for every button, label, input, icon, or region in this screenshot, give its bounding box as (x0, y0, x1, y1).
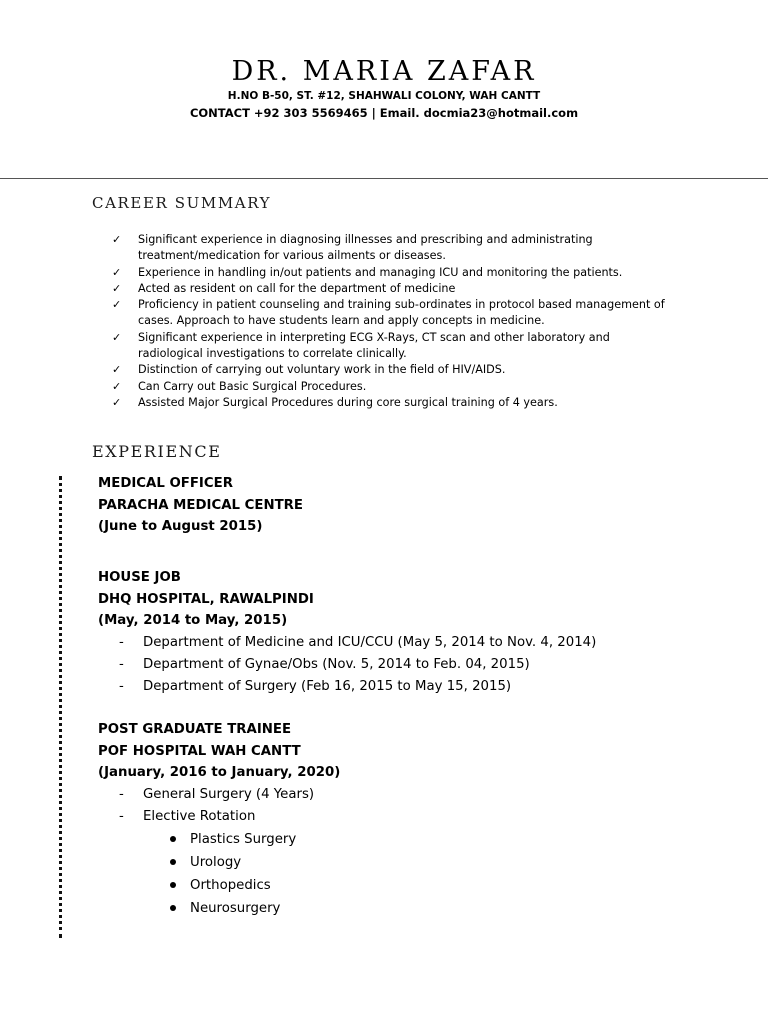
bullet-dot-icon (170, 905, 176, 911)
checkmark-icon: ✓ (112, 379, 122, 393)
rotation-item (98, 897, 718, 920)
employer: POF HOSPITAL WAH CANTT (98, 743, 301, 759)
bullet-dot-icon (170, 859, 176, 865)
employer: PARACHA MEDICAL CENTRE (98, 497, 303, 513)
career-summary-list (112, 232, 672, 411)
department-text: Department of Gynae/Obs (Nov. 5, 2014 to Feb. 04, 2015) (143, 656, 530, 672)
job-title: MEDICAL OFFICER (98, 476, 233, 491)
checkmark-icon: ✓ (112, 233, 122, 246)
summary-text: Significant experience in interpreting ECG X-Rays, CT scan and other laboratory and radiological investigations to correlate clinically. (138, 330, 610, 361)
bullet-dot-icon (170, 882, 176, 888)
rotation-text: Urology (190, 854, 242, 870)
summary-text: Assisted Major Surgical Procedures during core surgical training of 4 years. (138, 395, 558, 409)
rotation-item (98, 874, 718, 897)
dash-bullet: - (119, 635, 124, 651)
summary-text: Experience in handling in/out patients and managing ICU and monitoring the patients. (138, 265, 623, 279)
summary-item (112, 362, 672, 378)
resume-name: DR. MARIA ZAFAR (231, 56, 537, 87)
experience-entry-house-job (98, 567, 718, 697)
department-item (98, 654, 718, 676)
rotation-text: Neurosurgery (190, 900, 281, 916)
summary-text: Distinction of carrying out voluntary work in the field of HIV/AIDS. (138, 363, 506, 377)
job-title: HOUSE JOB (98, 570, 181, 585)
rotation-list (98, 828, 718, 920)
department-text: Department of Surgery (Feb 16, 2015 to May 15, 2015) (143, 678, 512, 694)
summary-text: Proficiency in patient counseling and training sub-ordinates in protocol based management of cases. Approach to have students learn and apply concepts in medicine. (138, 298, 665, 328)
summary-item (112, 330, 672, 363)
summary-text: Can Carry out Basic Surgical Procedures. (138, 379, 367, 393)
summary-item (112, 281, 672, 297)
job-period: (June to August 2015) (98, 519, 263, 535)
dash-bullet: - (119, 787, 124, 803)
contact-line: CONTACT +92 303 5569465 | Email. docmia23@hotmail.com (189, 106, 579, 120)
summary-text: Acted as resident on call for the department of medicine (138, 281, 456, 295)
department-text: Department of Medicine and ICU/CCU (May 5, 2014 to Nov. 4, 2014) (143, 635, 597, 651)
summary-item (112, 395, 672, 411)
summary-text: Significant experience in diagnosing illnesses and prescribing and administrating treatment/medication for various ailments or diseases. (138, 233, 593, 263)
experience-entry-post-graduate-trainee (98, 719, 718, 920)
job-title: POST GRADUATE TRAINEE (98, 722, 292, 737)
dash-bullet: - (119, 678, 124, 694)
address-line: H.NO B-50, ST. #12, SHAHWALI COLONY, WAH CANTT (227, 90, 541, 102)
summary-item (112, 379, 672, 395)
checkmark-icon: ✓ (112, 330, 122, 344)
summary-item (112, 232, 672, 265)
rotation-text: Plastics Surgery (190, 831, 297, 847)
training-item (98, 784, 718, 806)
rotation-item (98, 851, 718, 874)
experience-heading: EXPERIENCE (92, 442, 222, 461)
summary-item (112, 297, 672, 330)
department-list (98, 632, 718, 697)
training-item (98, 806, 718, 828)
department-item (98, 632, 718, 654)
checkmark-icon: ✓ (112, 281, 122, 295)
summary-item (112, 265, 672, 281)
checkmark-icon: ✓ (112, 395, 122, 409)
bullet-dot-icon (170, 836, 176, 842)
timeline-dotted-line (59, 476, 62, 938)
rotation-text: Orthopedics (190, 877, 271, 893)
dash-bullet: - (119, 656, 124, 672)
checkmark-icon: ✓ (112, 363, 122, 377)
dash-bullet: - (119, 808, 124, 824)
department-item (98, 676, 718, 698)
training-text: General Surgery (4 Years) (143, 787, 315, 803)
checkmark-icon: ✓ (112, 298, 122, 312)
experience-entry-medical-officer (98, 473, 718, 538)
training-text: Elective Rotation (143, 808, 256, 824)
training-list (98, 784, 718, 827)
job-period: (May, 2014 to May, 2015) (98, 613, 288, 629)
checkmark-icon: ✓ (112, 265, 122, 279)
rotation-item (98, 828, 718, 851)
career-summary-heading: CAREER SUMMARY (92, 194, 272, 212)
employer: DHQ HOSPITAL, RAWALPINDI (98, 591, 314, 607)
job-period: (January, 2016 to January, 2020) (98, 765, 341, 781)
header-divider (0, 178, 768, 179)
